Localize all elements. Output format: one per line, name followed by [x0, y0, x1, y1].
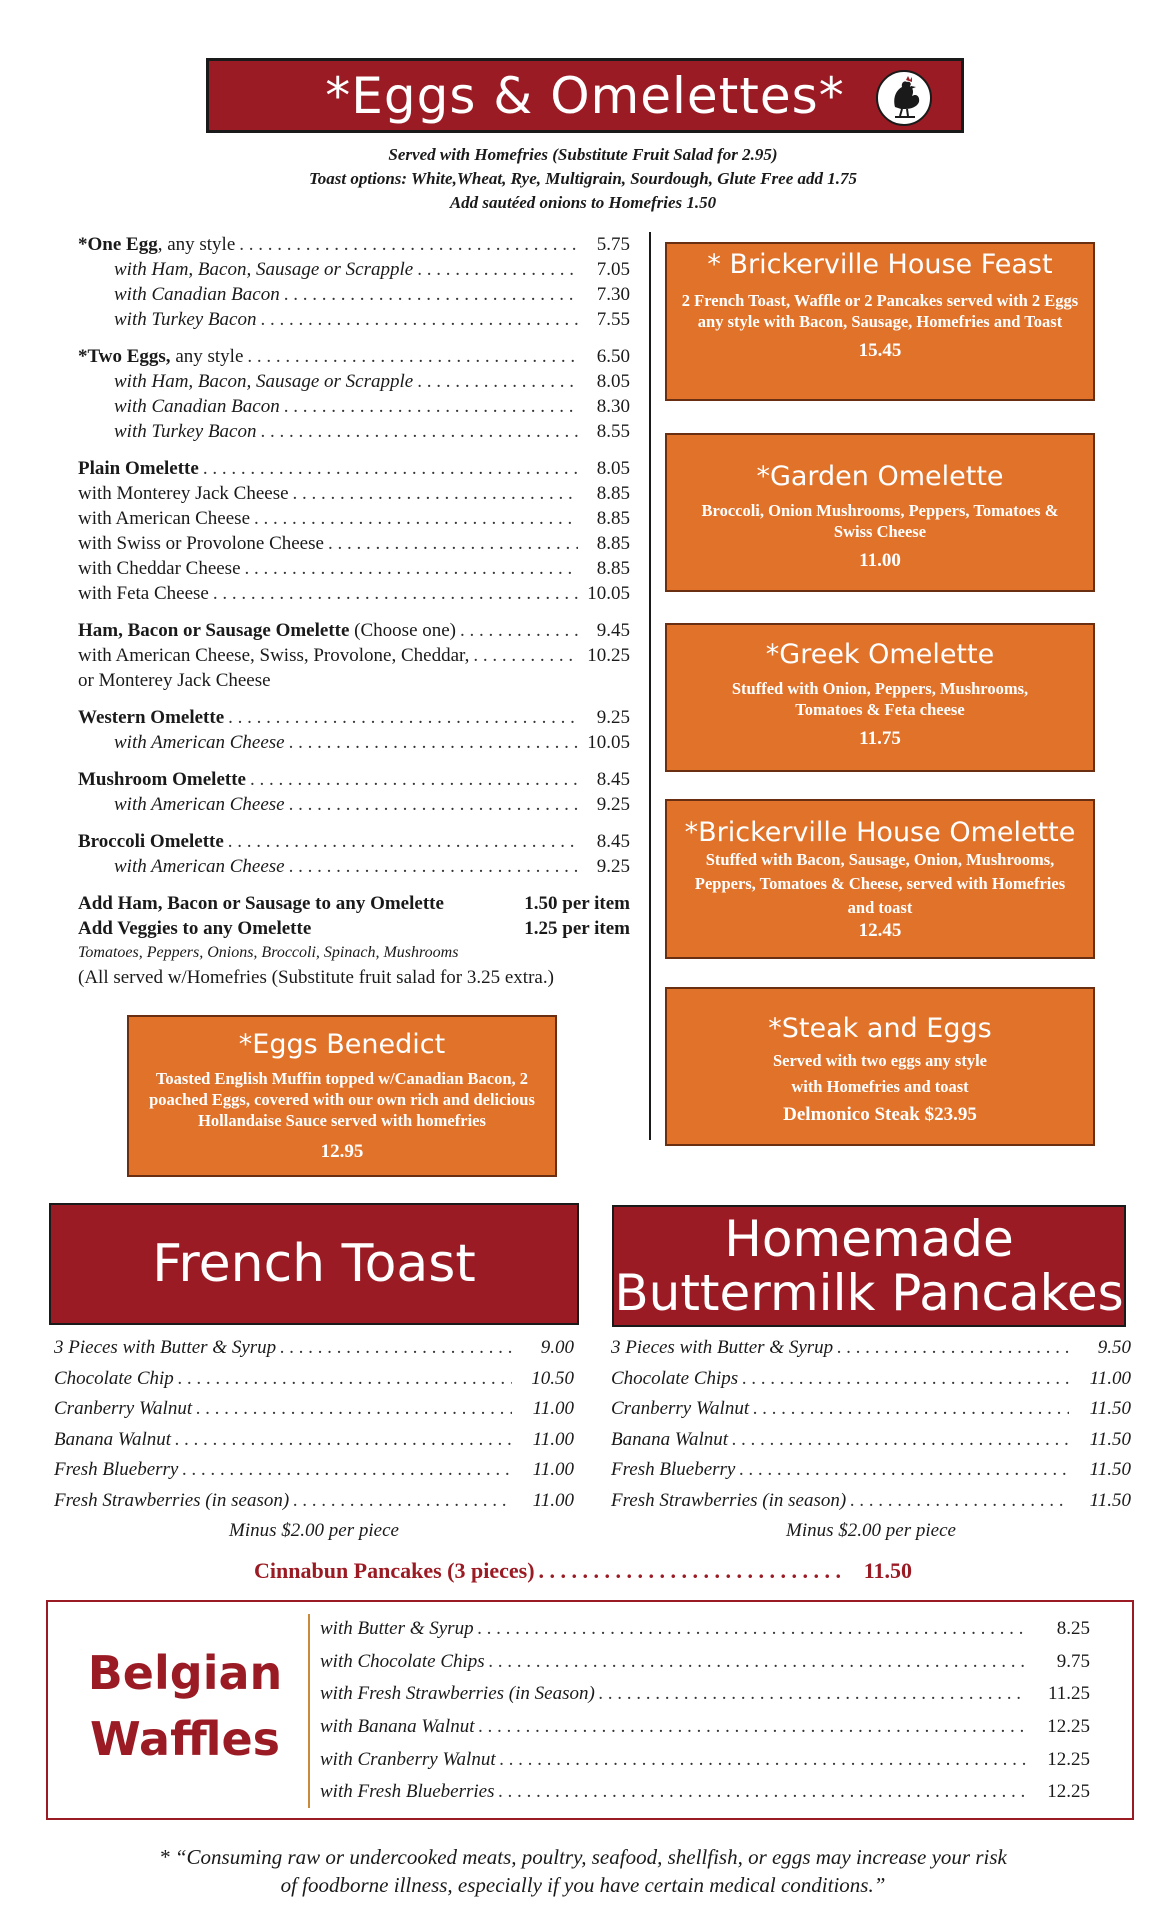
eggs-omelettes-header [206, 58, 964, 133]
menu-row [78, 481, 630, 506]
item-price: 11.25 [1047, 1683, 1090, 1705]
item-price: 9.75 [1056, 1650, 1090, 1672]
special-price: 12.45 [858, 920, 902, 941]
item-name: Fresh Strawberries (in season) [54, 1489, 290, 1511]
menu-row [78, 307, 630, 332]
item-price: 12.25 [1047, 1781, 1090, 1803]
menu-row [78, 232, 630, 257]
menu-row [78, 456, 630, 481]
menu-row [611, 1364, 1131, 1395]
item-name: Cinnabun Pancakes (3 pieces) [254, 1558, 535, 1583]
menu-row [78, 556, 630, 581]
section-title: Buttermilk Pancakes [614, 1264, 1124, 1322]
menu-row [54, 1425, 574, 1456]
item-name: Plain Omelette [78, 458, 199, 479]
item-price: 6.50 [596, 346, 630, 367]
minus-note: Minus $2.00 per piece [786, 1520, 956, 1541]
item-name: with Cheddar Cheese [78, 558, 241, 579]
column-divider [649, 232, 651, 1140]
item-price: 1.50 per item [524, 893, 630, 914]
menu-row [78, 369, 630, 394]
special-title: * Brickerville House Feast [707, 249, 1053, 280]
menu-row [78, 282, 630, 307]
menu-row [611, 1425, 1131, 1456]
item-name: 3 Pieces with Butter & Syrup [54, 1337, 277, 1358]
waffles-list [320, 1613, 1090, 1809]
item-name: Banana Walnut [54, 1428, 171, 1450]
item-name: with Cranberry Walnut [320, 1748, 496, 1770]
special-title: *Greek Omelette [765, 639, 995, 670]
french-toast-header [49, 1203, 579, 1325]
menu-row [54, 1486, 574, 1517]
page-title: *Eggs & Omelettes* [325, 66, 845, 125]
item-name: with Fresh Blueberries [320, 1781, 495, 1803]
pancakes-list [611, 1333, 1131, 1546]
menu-row [78, 730, 630, 755]
item-name: Fresh Strawberries (in season) [611, 1489, 847, 1511]
two-eggs-group [78, 344, 630, 444]
disclaimer-line: of foodborne illness, especially if you have certain medical conditions.” [280, 1873, 886, 1897]
item-price: 8.05 [596, 371, 630, 392]
item-price: 1.25 per item [524, 918, 630, 939]
special-title: *Brickerville House Omelette [684, 817, 1076, 848]
item-price: 11.50 [1089, 1428, 1131, 1450]
special-description: Broccoli, Onion Mushrooms, Peppers, Tomatoes & Swiss Cheese [701, 501, 1059, 541]
item-name: *One Egg [78, 234, 158, 255]
item-price: 8.85 [596, 483, 630, 504]
item-name: Western Omelette [78, 707, 225, 728]
minus-note: Minus $2.00 per piece [229, 1520, 399, 1541]
served-note: (All served w/Homefries (Substitute fruit salad for 3.25 extra.) [78, 967, 554, 988]
item-price: 5.75 [596, 234, 630, 255]
item-price: 8.45 [596, 769, 630, 790]
menu-row [611, 1394, 1131, 1425]
item-name: with American Cheese [114, 794, 285, 815]
menu-row [611, 1455, 1131, 1486]
menu-row [254, 1556, 912, 1586]
note-line: Served with Homefries (Substitute Fruit Salad for 2.95) [388, 145, 778, 164]
item-name: with American Cheese [114, 856, 285, 877]
item-detail: , any style [157, 234, 236, 255]
menu-row [78, 419, 630, 444]
menu-row [78, 829, 630, 854]
item-detail: (Choose one) [349, 620, 457, 641]
item-name: with Turkey Bacon [114, 421, 257, 442]
item-price: 11.50 [1089, 1459, 1131, 1480]
menu-row [78, 643, 630, 668]
item-price: 9.00 [540, 1337, 574, 1358]
item-name-continued: or Monterey Jack Cheese [78, 670, 271, 691]
menu-row [78, 394, 630, 419]
item-name: with Chocolate Chips [320, 1650, 485, 1672]
rooster-icon [875, 69, 933, 127]
item-price: 12.25 [1047, 1748, 1090, 1770]
cinnabun-pancakes [254, 1556, 912, 1586]
menu-row [78, 506, 630, 531]
item-price: 9.45 [596, 620, 630, 641]
item-name: with Canadian Bacon [114, 396, 280, 417]
special-description: 2 French Toast, Waffle or 2 Pancakes served with 2 Eggs any style with Bacon, Sausage, Homefries and Toast [681, 291, 1079, 331]
item-price: 11.00 [1089, 1367, 1131, 1389]
one-egg-group [78, 232, 630, 332]
section-title: Homemade [724, 1210, 1014, 1268]
house-omelette-box [665, 799, 1095, 959]
greek-omelette-box [665, 623, 1095, 772]
special-description: Toasted English Muffin topped w/Canadian Bacon, 2 poached Eggs, covered with our own rich and delicious Hollandaise Sauce served with homefries [149, 1069, 535, 1130]
item-price: 11.50 [863, 1558, 912, 1583]
menu-row [54, 1333, 574, 1364]
item-price: 8.55 [596, 421, 630, 442]
special-title: *Steak and Eggs [768, 1013, 992, 1044]
special-price: 11.00 [859, 550, 901, 571]
special-price: 11.75 [859, 728, 901, 749]
item-price: 9.25 [596, 856, 630, 877]
menu-row [320, 1613, 1090, 1646]
note-line: Toast options: White,Wheat, Rye, Multigrain, Sourdough, Glute Free add 1.75 [308, 169, 858, 188]
item-name: with Monterey Jack Cheese [78, 483, 289, 504]
menu-row [320, 1646, 1090, 1679]
item-name: Ham, Bacon or Sausage Omelette [78, 620, 350, 641]
eggs-benedict-box [127, 1015, 557, 1177]
menu-row [78, 792, 630, 817]
item-price: 11.00 [532, 1428, 574, 1450]
special-price: 12.95 [320, 1141, 364, 1162]
item-price: 8.85 [596, 533, 630, 554]
menu-row [78, 767, 630, 792]
item-price: 7.30 [596, 284, 630, 305]
special-description: Stuffed with Onion, Peppers, Mushrooms, Tomatoes & Feta cheese [731, 679, 1029, 719]
belgian-waffles-box [46, 1600, 1134, 1820]
special-title: *Garden Omelette [756, 461, 1004, 492]
item-name: with Ham, Bacon, Sausage or Scrapple [114, 371, 414, 392]
item-name: Add Ham, Bacon or Sausage to any Omelette [78, 893, 444, 914]
item-name: Chocolate Chips [611, 1367, 739, 1389]
item-price: 8.85 [596, 558, 630, 579]
eggs-price-list [78, 232, 630, 990]
menu-row [54, 1364, 574, 1395]
menu-row [78, 344, 630, 369]
garden-omelette-box [665, 433, 1095, 592]
item-price: 10.05 [587, 732, 630, 753]
add-ons [78, 891, 630, 990]
item-price: 10.50 [531, 1367, 574, 1389]
serving-notes [0, 143, 1166, 215]
item-detail: any style [170, 346, 244, 367]
special-price: Delmonico Steak $23.95 [783, 1104, 977, 1125]
menu-row [78, 854, 630, 879]
item-price: 10.05 [587, 583, 630, 604]
waffle-divider [308, 1614, 310, 1808]
item-name: with Banana Walnut [320, 1716, 475, 1738]
western-omelette-group [78, 705, 630, 755]
item-name: with Ham, Bacon, Sausage or Scrapple [114, 259, 414, 280]
item-name: Fresh Blueberry [54, 1459, 179, 1480]
item-name: with Swiss or Provolone Cheese [78, 533, 324, 554]
item-price: 12.25 [1047, 1716, 1090, 1738]
special-title: *Eggs Benedict [238, 1029, 446, 1060]
item-name: Mushroom Omelette [78, 769, 246, 790]
item-price: 11.50 [1089, 1398, 1131, 1419]
menu-row [611, 1486, 1131, 1517]
item-name: with Feta Cheese [78, 583, 209, 604]
special-description: with Homefries and toast [791, 1077, 969, 1096]
section-title [80, 1640, 290, 1772]
item-name: Chocolate Chip [54, 1367, 174, 1389]
menu-row [320, 1744, 1090, 1777]
item-price: 7.05 [596, 259, 630, 280]
menu-row [320, 1711, 1090, 1744]
menu-row [54, 1455, 574, 1486]
item-name: with Canadian Bacon [114, 284, 280, 305]
mushroom-omelette-group [78, 767, 630, 817]
menu-row [78, 705, 630, 730]
special-price: 15.45 [858, 340, 902, 361]
item-name: with Fresh Strawberries (in Season) [320, 1683, 595, 1705]
special-description: Served with two eggs any style [772, 1051, 988, 1070]
item-price: 10.25 [587, 645, 630, 666]
item-price: 11.00 [532, 1459, 574, 1480]
item-name: Banana Walnut [611, 1428, 728, 1450]
hbs-omelette-group [78, 618, 630, 693]
menu-row [78, 257, 630, 282]
disclaimer-line: * “Consuming raw or undercooked meats, poultry, seafood, shellfish, or eggs may increase your risk [159, 1845, 1007, 1869]
section-title-line: Waffles [89, 1712, 281, 1766]
item-price: 8.45 [596, 831, 630, 852]
menu-row [78, 618, 630, 643]
item-price: 8.25 [1056, 1618, 1090, 1639]
menu-row [78, 581, 630, 606]
section-title-line: Belgian [87, 1646, 283, 1700]
item-price: 8.05 [596, 458, 630, 479]
menu-row [320, 1678, 1090, 1711]
special-description: Stuffed with Bacon, Sausage, Onion, Mushrooms, Peppers, Tomatoes & Cheese, served with Homefries and toast [694, 850, 1066, 917]
menu-row [611, 1333, 1131, 1364]
item-name: Fresh Blueberry [611, 1459, 736, 1480]
item-price: 11.50 [1089, 1489, 1131, 1511]
steak-eggs-box [665, 987, 1095, 1146]
item-price: 7.55 [596, 309, 630, 330]
item-name: Cranberry Walnut [611, 1398, 750, 1419]
item-name: Add Veggies to any Omelette [78, 918, 312, 939]
item-name: Broccoli Omelette [78, 831, 224, 852]
item-price: 9.25 [596, 794, 630, 815]
item-name: with American Cheese, Swiss, Provolone, Cheddar, [78, 645, 470, 666]
broccoli-omelette-group [78, 829, 630, 879]
pancakes-header [612, 1205, 1126, 1327]
item-name: 3 Pieces with Butter & Syrup [611, 1337, 834, 1358]
plain-omelette-group [78, 456, 630, 606]
section-title: French Toast [152, 1234, 476, 1294]
item-name: with American Cheese [114, 732, 285, 753]
add-veg-row [78, 916, 630, 941]
item-name: with American Cheese [78, 508, 251, 529]
item-price: 8.30 [596, 396, 630, 417]
item-price: 9.50 [1097, 1337, 1131, 1358]
note-line: Add sautéed onions to Homefries 1.50 [449, 193, 717, 212]
add-meat-row [78, 891, 630, 916]
item-price: 11.00 [532, 1398, 574, 1419]
item-name: *Two Eggs, [78, 346, 171, 367]
item-price: 9.25 [596, 707, 630, 728]
french-toast-list [54, 1333, 574, 1546]
veggie-list: Tomatoes, Peppers, Onions, Broccoli, Spinach, Mushrooms [78, 944, 459, 961]
item-price: 8.85 [596, 508, 630, 529]
food-safety-disclaimer [0, 1843, 1166, 1899]
menu-row [78, 531, 630, 556]
item-name: with Butter & Syrup [320, 1618, 474, 1639]
item-name: with Turkey Bacon [114, 309, 257, 330]
item-name: Cranberry Walnut [54, 1398, 193, 1419]
menu-row [54, 1394, 574, 1425]
house-feast-box [665, 242, 1095, 401]
menu-row [320, 1776, 1090, 1809]
item-price: 11.00 [532, 1489, 574, 1511]
